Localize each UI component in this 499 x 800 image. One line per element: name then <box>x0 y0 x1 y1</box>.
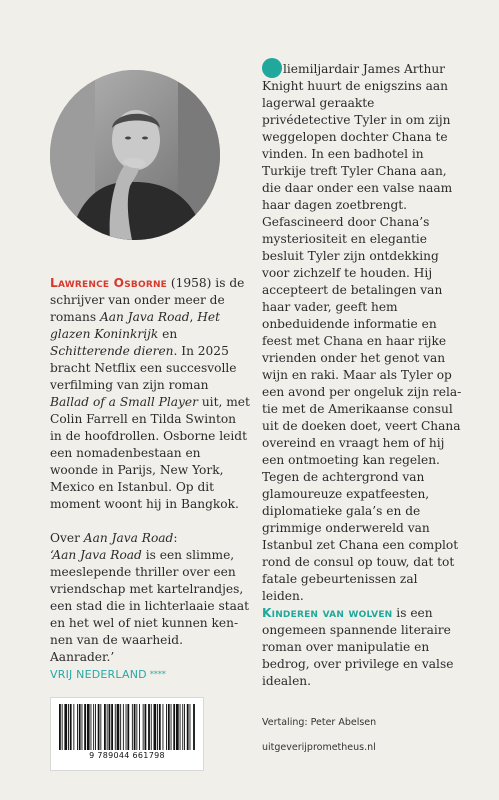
author-photo <box>50 70 220 240</box>
teal-initial-dot <box>262 58 282 78</box>
synopsis-column <box>262 58 462 690</box>
author-name: Lawrence Osborne <box>50 276 168 290</box>
review-quote: ‘Aan Java Road is een slimme, meeslepende thriller over een vriendschap met kartelrandjes, een stad die in lichterlaaie staat en het wel of niet kunnen kennen van de waarheid. Aanrader.’ <box>50 548 250 664</box>
publisher-website: uitgeverijprometheus.nl <box>262 742 376 753</box>
review-source: VRIJ NEDERLAND **** <box>50 668 166 681</box>
translator-credit: Vertaling: Peter Abelsen <box>262 717 377 728</box>
isbn-barcode <box>50 697 204 771</box>
author-bio-column <box>50 275 250 683</box>
synopsis-paragraph-2: Gefascineerd door Chana’s mysteriositeit en elegantie besluit Tyler zijn ontdekking voor zichzelf te houden. Hij accepteert de betalingen van haar vader, geeft hem onbeduidende informatie en feest met Chana en haar rijke vrienden onder het genot van wijn en raki. Maar als Tyler op een avond per ongeluk zijn relatie met de Amerikaanse consul uit de doeken doet, veert Chana overeind en vraagt hem of hij een ontmoeting kan regelen. <box>262 215 462 467</box>
barcode-bars <box>57 704 197 750</box>
rating-stars: **** <box>149 670 166 679</box>
review-intro: Over Aan Java Road: <box>50 531 178 545</box>
synopsis-paragraph-4: Kinderen van wolven is een ongemeen spannende literaire roman over manipulatie en bedrog, over privilege en valse idealen. <box>262 606 454 688</box>
synopsis-paragraph-3: Tegen de achtergrond van glamoureuze expatfeesten, diplomatieke gala’s en de grimmige onderwereld van Istanbul zet Chana een complot rond de consul op touw, dat tot fatale gebeurtenissen zal leiden. <box>262 470 459 603</box>
author-bio: Lawrence Osborne (1958) is de schrijver van onder meer de romans Aan Java Road, Het glazen Koninkrijk en Schitterende dieren. In 2025 bracht Netflix een succesvolle verfilming van zijn roman Ballad of a Small Player uit, met Colin Farrell en Tilda Swinton in de hoofdrollen. Osborne leidt een nomadenbestaan en woonde in Parijs, New York, Mexico en Istanbul. Op dit moment woont hij in Bangkok. <box>50 276 250 511</box>
book-title: Kinderen van wolven <box>262 606 393 620</box>
synopsis-paragraph-1: liemiljardair James Arthur Knight huurt de enigszins aan lagerwal geraakte privédetective Tyler in om zijn weggelopen dochter Chana te vinden. In een badhotel in Turkije treft Tyler Chana aan, die daar onder een valse naam haar dagen zoetbrengt. <box>262 58 462 214</box>
isbn-number: 9 789044 661798 <box>89 751 165 760</box>
